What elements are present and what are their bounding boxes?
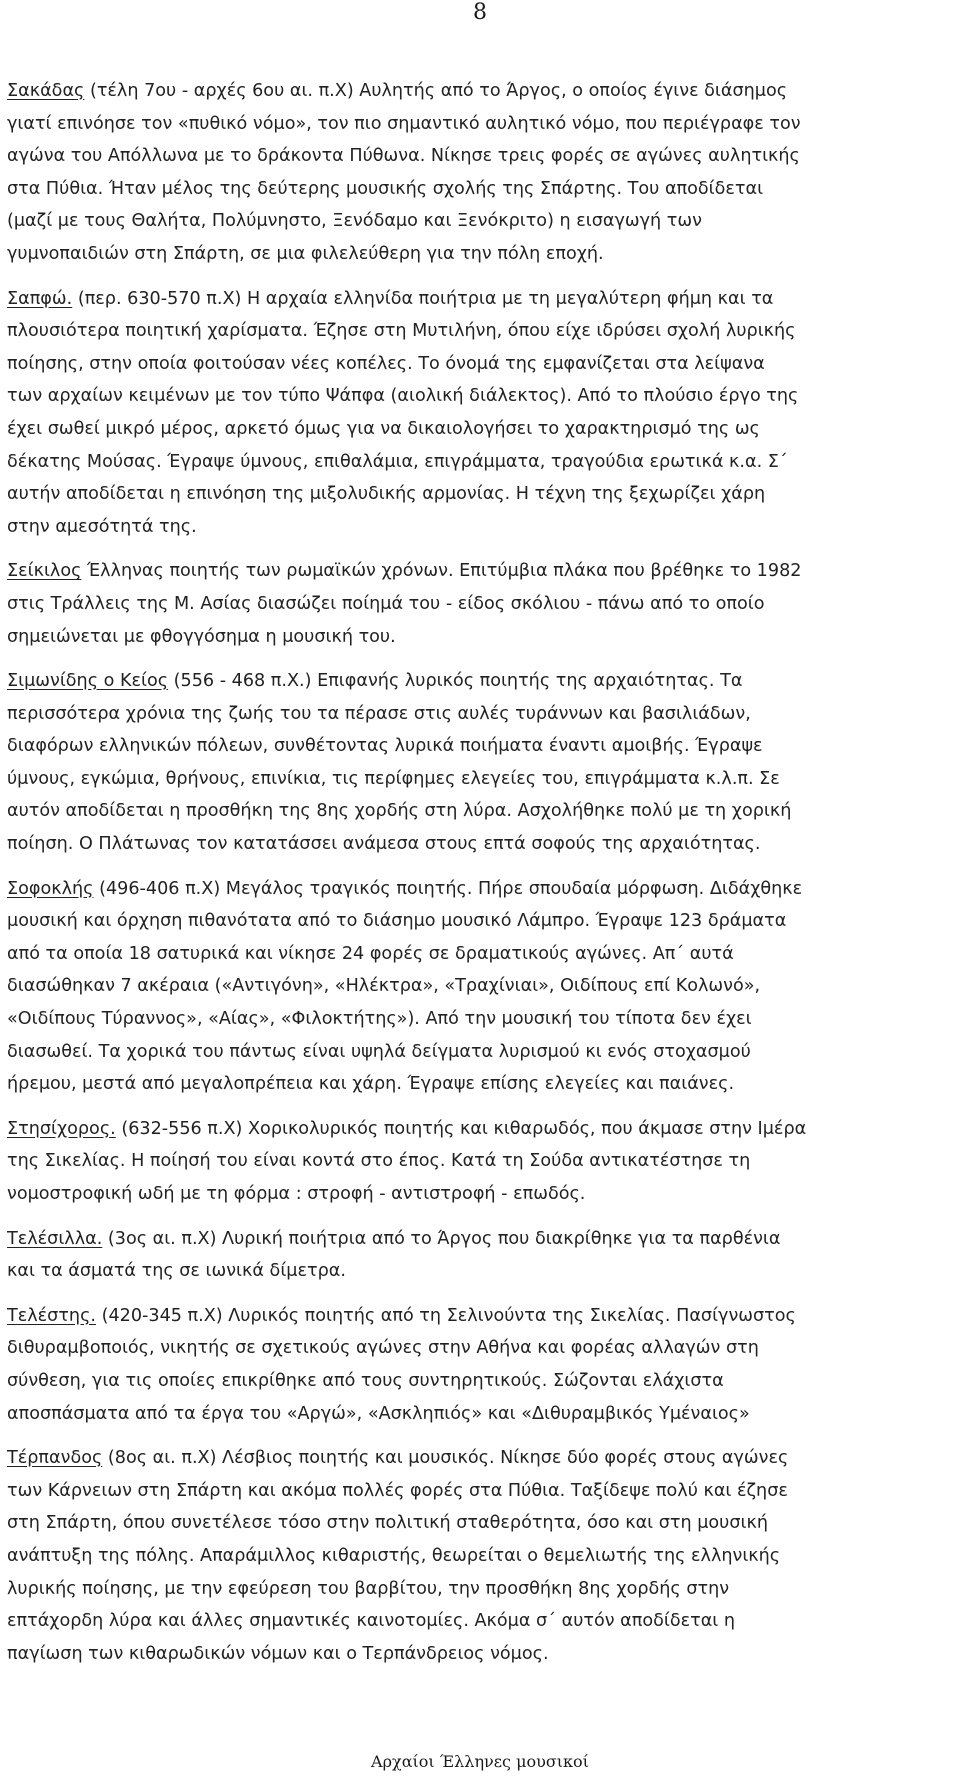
entry-text: (556 - 468 π.Χ.) Επιφανής λυρικός ποιητής της αρχαιότητας. Τα περισσότερα χρόνια της ζωής του τα πέρασε στις αυλές τυράννων και βασιλιάδων, διαφόρων ελληνικών πόλεων, συνθέτοντας λυρικά ποιήματα έναντι αμοιβής. Έγραψε ύμνους, εγκώμια, θρήνους, επινίκια, τις περίφημες ελεγείες του, επιγράμματα κ.λ.π. Σε αυτόν αποδίδεται η προσθήκη της 8ης χορδής στη λύρα. Ασχολήθηκε πολύ με τη χορική ποίηση. Ο Πλάτωνας τον κατατάσσει ανάμεσα στους επτά σοφούς της αρχαιότητας. [7,671,792,855]
entry-name: Σιμωνίδης ο Κείος [7,671,169,692]
entry-name: Σακάδας [7,81,85,101]
entry-stesichorus [7,1113,957,1211]
entry-seikilos [7,555,957,653]
entry-name: Σείκιλος [7,561,82,582]
entry-name: Σοφοκλής [7,878,94,899]
document-body [7,75,957,1682]
entry-text: (3ος αι. π.Χ) Λυρική ποιήτρια από το Άργος που διακρίθηκε για τα παρθένια και τα άσματά της σε ιωνικά δίμετρα. [7,1228,781,1282]
entry-sappho [7,283,957,544]
entry-name: Στησίχορος. [7,1118,116,1139]
page-footer: Αρχαίοι Έλληνες μουσικοί [371,1752,589,1771]
entry-text: (632-556 π.Χ) Χορικολυρικός ποιητής και κιθαρωδός, που άκμασε στην Ιμέρα της Σικελίας. Η ποίησή του είναι κοντά στο έπος. Κατά τη Σούδα αντικατέστησε τη νομοστροφική ωδή με τη φόρμα : στροφή - αντιστροφή - επωδός. [7,1118,807,1204]
entry-telestes [7,1300,957,1430]
entry-sakadas [7,75,957,271]
entry-text: (496-406 π.Χ) Μεγάλος τραγικός ποιητής. Πήρε σπουδαία μόρφωση. Διδάχθηκε μουσική και όρχηση πιθανότατα από το διάσημο μουσικό Λάμπρο. Έγραψε 123 δράματα από τα οποία 18 σατυρικά και νίκησε 24 φορές σε δραματικούς αγώνες. Απ΄ αυτά διασώθηκαν 7 ακέραια («Αντιγόνη», «Ηλέκτρα», «Τραχίνιαι», Οιδίπους επί Κολωνό», «Οιδίπους Τύραννος», «Αίας», «Φιλοκτήτης»). Από την μουσική του τίποτα δεν έχει διασωθεί. Τα χορικά του πάντως είναι υψηλά δείγματα λυρισμού κι ενός στοχασμού ήρεμου, μεστά από μεγαλοπρέπεια και χάρη. Έγραψε επίσης ελεγείες και παιάνες. [7,878,803,1095]
entry-name: Τέρπανδος [7,1448,103,1469]
entry-sophocles [7,873,957,1101]
entry-text: Έλληνας ποιητής των ρωμαϊκών χρόνων. Επιτύμβια πλάκα που βρέθηκε το 1982 στις Τράλλεις της Μ. Ασίας διασώζει ποίημά του - είδος σκόλιου - πάνω από το οποίο σημειώνεται με φθογγόσημα η μουσική του. [7,561,802,647]
entry-name: Σαπφώ. [7,288,73,309]
entry-text: (8ος αι. π.Χ) Λέσβιος ποιητής και μουσικός. Νίκησε δύο φορές στους αγώνες των Κάρνειων στη Σπάρτη και ακόμα πολλές φορές στα Πύθια. Ταξίδεψε πολύ και έζησε στη Σπάρτη, όπου συνετέλεσε τόσο στην πολιτική σταθερότητα, όσο και στη μουσική ανάπτυξη της πόλης. Απαράμιλλος κιθαριστής, θεωρείται ο θεμελιωτής της ελληνικής λυρικής ποίησης, με την εφεύρεση του βαρβίτου, την προσθήκη 8ης χορδής στην επτάχορδη λύρα και άλλες σημαντικές καινοτομίες. Ακόμα σ΄ αυτόν αποδίδεται η παγίωση των κιθαρωδικών νόμων και ο Τερπάνδρειος νόμος. [7,1448,789,1664]
entry-text: (τέλη 7ου - αρχές 6ου αι. π.Χ) Αυλητής από το Άργος, ο οποίος έγινε διάσημος γιατί επινόησε τον «πυθικό νόμο», τον πιο σημαντικό αυλητικό νόμο, που περιέγραφε τον αγώνα του Απόλλωνα με το δράκοντα Πύθωνα. Νίκησε τρεις φορές σε αγώνες αυλητικής στα Πύθια. Ήταν μέλος της δεύτερης μουσικής σχολής της Σπάρτης. Του αποδίδεται (μαζί με τους Θαλήτα, Πολύμνηστο, Ξενόδαμο και Ξενόκριτο) η εισαγωγή των γυμνοπαιδιών στη Σπάρτη, σε μια φιλελεύθερη για την πόλη εποχή. [7,81,801,264]
page-number: 8 [473,0,487,25]
entry-text: (περ. 630-570 π.Χ) Η αρχαία ελληνίδα ποιήτρια με τη μεγαλύτερη φήμη και τα πλουσιότερα ποιητική χαρίσματα. Έζησε στη Μυτιλήνη, όπου είχε ιδρύσει σχολή λυρικής ποίησης, στην οποία φοιτούσαν νέες κοπέλες. Το όνομά της εμφανίζεται στα λείψανα των αρχαίων κειμένων με τον τύπο Ψάπφα (αιολική διάλεκτος). Από το πλούσιο έργο της έχει σωθεί μικρό μέρος, αρκετό όμως για να δικαιολογήσει το χαρακτηρισμό της ως δέκατης Μούσας. Έγραψε ύμνους, επιθαλάμια, επιγράμματα, τραγούδια ερωτικά κ.α. Σ΄ αυτήν αποδίδεται η επινόηση της μιξολυδικής αρμονίας. Η τέχνη της ξεχωρίζει χάρη στην αμεσότητά της. [7,288,799,537]
entry-name: Τελέσιλλα. [7,1228,103,1249]
entry-simonides [7,665,957,861]
entry-name: Τελέστης. [7,1305,96,1326]
entry-telesilla [7,1223,957,1288]
entry-text: (420-345 π.Χ) Λυρικός ποιητής από τη Σελινούντα της Σικελίας. Πασίγνωστος διθυραμβοποιός, νικητής σε σχετικούς αγώνες στην Αθήνα και φορέας αλλαγών στη σύνθεση, για τις οποίες επικρίθηκε από τους συντηρητικούς. Σώζονται ελάχιστα αποσπάσματα από τα έργα του «Αργώ», «Ασκληπιός» και «Διθυραμβικός Υμέναιος» [7,1305,796,1424]
entry-terpandros [7,1442,957,1670]
